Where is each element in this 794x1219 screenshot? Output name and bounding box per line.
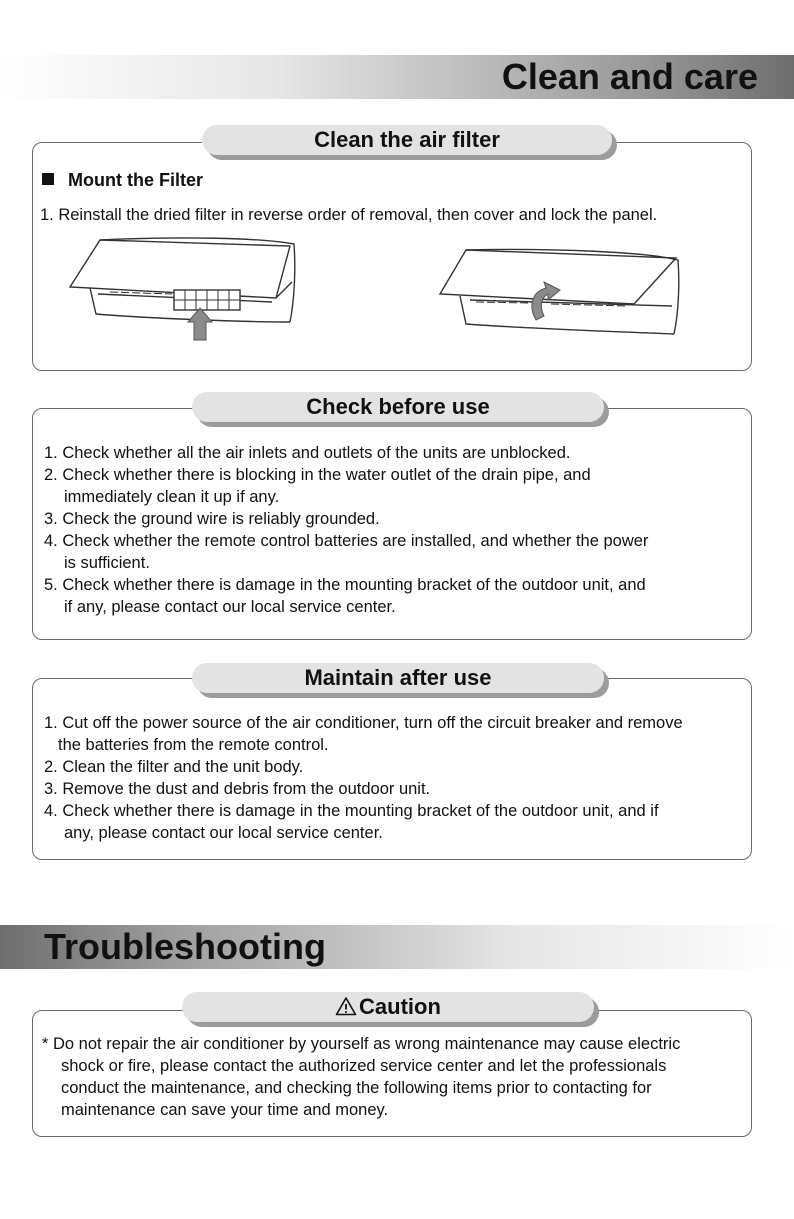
check-line: is sufficient. bbox=[64, 554, 150, 572]
caution-label: Caution bbox=[359, 994, 441, 1019]
check-line: 1. Check whether all the air inlets and outlets of the units are unblocked. bbox=[44, 444, 571, 462]
bullet-square-icon bbox=[42, 173, 54, 185]
check-line: 5. Check whether there is damage in the mounting bracket of the outdoor unit, and bbox=[44, 576, 646, 594]
caution-heading bbox=[182, 992, 594, 1022]
maintain-line: 4. Check whether there is damage in the mounting bracket of the outdoor unit, and if bbox=[44, 802, 659, 820]
mount-filter-subheading bbox=[42, 170, 203, 191]
clean-and-care-banner bbox=[0, 55, 794, 99]
mount-filter-label: Mount the Filter bbox=[68, 170, 203, 190]
maintain-line: 3. Remove the dust and debris from the outdoor unit. bbox=[44, 780, 431, 798]
maintain-line: 2. Clean the filter and the unit body. bbox=[44, 758, 304, 776]
troubleshooting-title: Troubleshooting bbox=[44, 926, 326, 967]
warning-triangle-icon bbox=[335, 996, 357, 1016]
clean-and-care-title: Clean and care bbox=[501, 56, 758, 97]
troubleshooting-banner bbox=[0, 925, 794, 969]
check-line: 3. Check the ground wire is reliably grounded. bbox=[44, 510, 380, 528]
check-line: 4. Check whether the remote control batteries are installed, and whether the power bbox=[44, 532, 649, 550]
caution-line: maintenance can save your time and money. bbox=[61, 1101, 389, 1119]
air-conditioner-filter-insert-illustration bbox=[62, 232, 302, 344]
check-line: 2. Check whether there is blocking in the water outlet of the drain pipe, and bbox=[44, 466, 591, 484]
maintain-line: the batteries from the remote control. bbox=[58, 736, 329, 754]
caution-line: conduct the maintenance, and checking the following items prior to contacting for bbox=[61, 1079, 652, 1097]
check-before-use-heading: Check before use bbox=[192, 392, 604, 422]
caution-line: * Do not repair the air conditioner by yourself as wrong maintenance may cause electric bbox=[42, 1035, 681, 1053]
maintain-after-use-heading: Maintain after use bbox=[192, 663, 604, 693]
check-line: immediately clean it up if any. bbox=[64, 488, 280, 506]
clean-air-filter-heading: Clean the air filter bbox=[202, 125, 612, 155]
mount-filter-step-1: 1. Reinstall the dried filter in reverse order of removal, then cover and lock the panel. bbox=[40, 206, 658, 224]
caution-line: shock or fire, please contact the authorized service center and let the professionals bbox=[61, 1057, 667, 1075]
maintain-line: any, please contact our local service center. bbox=[64, 824, 383, 842]
air-conditioner-panel-close-illustration bbox=[436, 246, 682, 342]
check-line: if any, please contact our local service center. bbox=[64, 598, 396, 616]
maintain-line: 1. Cut off the power source of the air conditioner, turn off the circuit breaker and remove bbox=[44, 714, 683, 732]
